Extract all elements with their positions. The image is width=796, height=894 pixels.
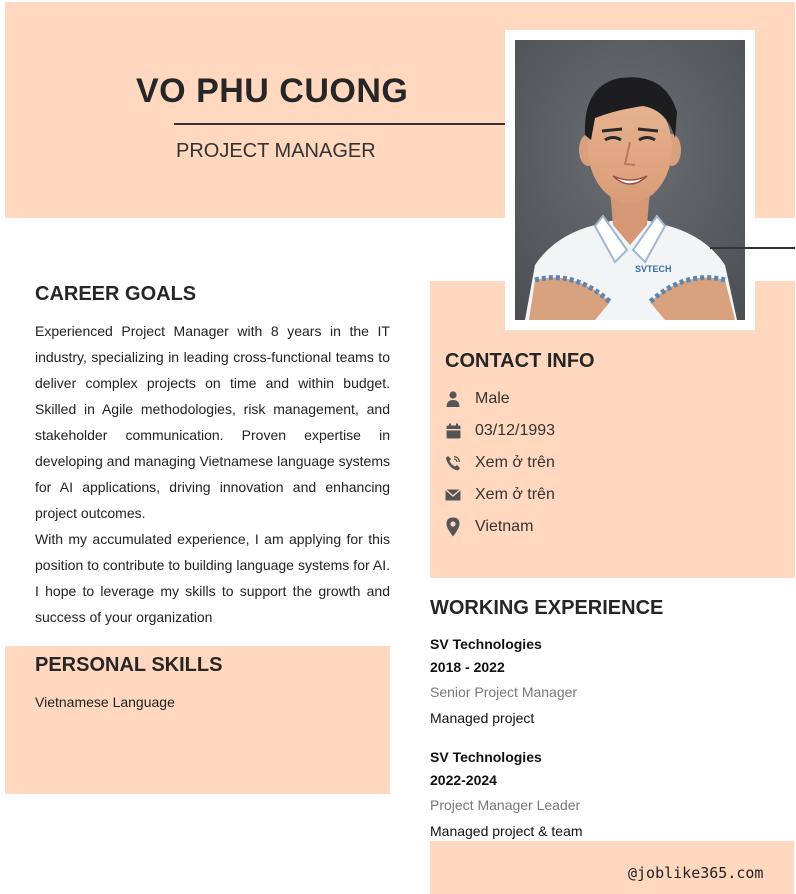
contact-birthdate: [445, 419, 556, 443]
skill-item: Vietnamese Language: [35, 694, 175, 710]
contact-phone: [445, 451, 555, 475]
calendar-icon: [445, 422, 461, 440]
job-description: Managed project & team: [430, 823, 583, 839]
side-divider: [710, 247, 795, 249]
candidate-title: PROJECT MANAGER: [176, 140, 376, 162]
job-company: SV Technologies: [430, 636, 542, 652]
working-experience-heading: WORKING EXPERIENCE: [430, 597, 664, 619]
envelope-icon: [445, 486, 461, 504]
career-paragraph: With my accumulated experience, I am applying for this position to contribute to building language systems for AI. I hope to leverage my skills to support the growth and success of your organization: [35, 531, 390, 625]
contact-birthdate-value: 03/12/1993: [475, 422, 556, 439]
shirt-logo-text: SVTECH: [635, 264, 672, 274]
candidate-name: VO PHU CUONG: [136, 72, 409, 110]
job-description: Managed project: [430, 710, 535, 726]
contact-location: [445, 515, 534, 539]
contact-info-heading: CONTACT INFO: [445, 350, 595, 372]
profile-photo: [515, 40, 745, 320]
person-icon: [445, 390, 461, 408]
career-paragraph: Experienced Project Manager with 8 years in the IT industry, specializing in leading cross-functional teams to deliver complex projects on time and within budget. Skilled in Agile methodologies, risk management, and stakeholder communication. Proven expertise in developing and managing Vietnamese language systems for AI applications, driving innovation and enhancing project outcomes.: [35, 323, 390, 521]
phone-icon: [445, 454, 461, 472]
contact-email: [445, 483, 555, 507]
name-divider: [174, 123, 552, 125]
job-role: Senior Project Manager: [430, 684, 578, 700]
job-role: Project Manager Leader: [430, 797, 581, 813]
location-pin-icon: [445, 518, 461, 536]
contact-gender-value: Male: [475, 390, 510, 407]
contact-email-value: Xem ở trên: [475, 486, 555, 503]
job-years: 2022-2024: [430, 772, 497, 788]
contact-location-value: Vietnam: [475, 518, 534, 535]
contact-phone-value: Xem ở trên: [475, 454, 555, 471]
personal-skills-heading: PERSONAL SKILLS: [35, 654, 223, 676]
job-company: SV Technologies: [430, 749, 542, 765]
job-years: 2018 - 2022: [430, 659, 505, 675]
contact-gender: [445, 387, 510, 411]
career-goals-text: [35, 318, 390, 630]
watermark: @joblike365.com: [628, 864, 764, 882]
career-goals-heading: CAREER GOALS: [35, 283, 197, 305]
